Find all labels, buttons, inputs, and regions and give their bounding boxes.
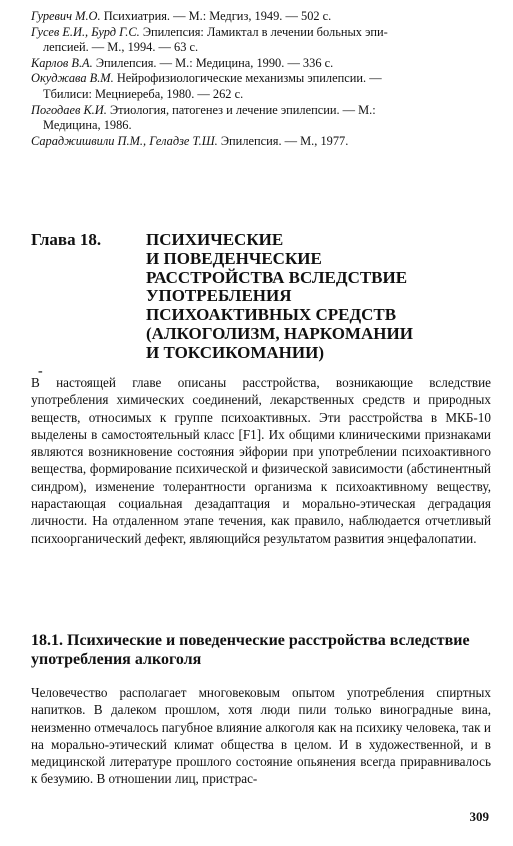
intro-paragraph: В настоящей главе описаны расстройства, возникающие вследствие употребления химических соединений, лекарственных средств и природных веществ, относимых к группе психоактивных. Эти расстройства в МКБ-10 выделены в самостоятельный класс [F1]. Их общими клиническими признаками являются возникновение состояния эйфории при употреблении психоактивного вещества, формирование психической и физической зависимости (абстинентный синдром), изменение толерантности организма к психоактивному веществу, нарастающая социальная дезадаптация и морально-этическая деградация личности. На отдаленном этапе течения, как правило, наблюдается отчетливый психоорганический дефект, являющийся результатом развития энцефалопатии.	[31, 375, 491, 546]
reference-text: Этиология, патогенез и лечение эпилепсии. — М.:	[109, 102, 376, 117]
chapter-title-line: И ПОВЕДЕНЧЕСКИЕ	[146, 248, 322, 268]
reference-author: Карлов В.А.	[31, 55, 93, 70]
stray-mark: -	[38, 364, 43, 379]
chapter-title-line: РАССТРОЙСТВА ВСЛЕДСТВИЕ	[146, 267, 408, 287]
reference-continuation: Медицина, 1986.	[43, 118, 132, 133]
reference-author: Окуджава В.М.	[31, 71, 114, 86]
reference-text: Нейрофизиологические механизмы эпилепсии. —	[116, 71, 382, 86]
chapter-title-line: (АЛКОГОЛИЗМ, НАРКОМАНИИ	[146, 323, 413, 343]
reference-author: Погодаев К.И.	[31, 102, 107, 117]
section-title: 18.1. Психические и поведенческие расстройства вследствие употребления алкоголя	[31, 632, 470, 668]
reference-author: Гуревич М.О.	[31, 9, 101, 23]
reference-text: Психиатрия. — М.: Медгиз, 1949. — 502 с.	[103, 9, 332, 23]
reference-item	[31, 25, 491, 56]
reference-continuation: Тбилиси: Мецниереба, 1980. — 262 с.	[43, 86, 244, 101]
references-list	[31, 9, 491, 149]
chapter-title-line: И ТОКСИКОМАНИИ)	[146, 342, 324, 362]
reference-item	[31, 71, 491, 102]
section-paragraph: Человечество располагает многовековым опытом употребления спиртных напитков. В далеком прошлом, хотя люди пили только виноградные вина, неизменно отмечалось пагубное влияние алкоголя как на психику человека, так и на морально-этический климат общества в целом. И в художественной, и в медицинской литературе прошлого состояние опьянения всегда приравнивалось к безумию. В отношении лиц, пристрас-	[31, 685, 491, 787]
reference-text: Эпилепсия. — М., 1977.	[220, 133, 349, 148]
reference-item	[31, 9, 491, 25]
reference-author: Сараджишвили П.М., Геладзе Т.Ш.	[31, 133, 218, 148]
chapter-label: Глава 18.	[31, 230, 102, 249]
reference-text: Эпилепсия. — М.: Медицина, 1990. — 336 с.	[95, 55, 334, 70]
reference-item	[31, 134, 491, 150]
chapter-title-line: ПСИХИЧЕСКИЕ	[146, 230, 284, 249]
page-number: 309	[469, 809, 489, 824]
reference-text: Эпилепсия: Ламиктал в лечении больных эпи-	[142, 24, 388, 39]
reference-item	[31, 56, 491, 72]
reference-continuation: лепсией. — М., 1994. — 63 с.	[43, 40, 199, 55]
chapter-title-line: УПОТРЕБЛЕНИЯ	[146, 286, 292, 306]
chapter-title	[146, 231, 486, 363]
chapter-title-line: ПСИХОАКТИВНЫХ СРЕДСТВ	[146, 305, 397, 325]
reference-author: Гусев Е.И., Бурд Г.С.	[31, 24, 140, 39]
reference-item	[31, 103, 491, 134]
